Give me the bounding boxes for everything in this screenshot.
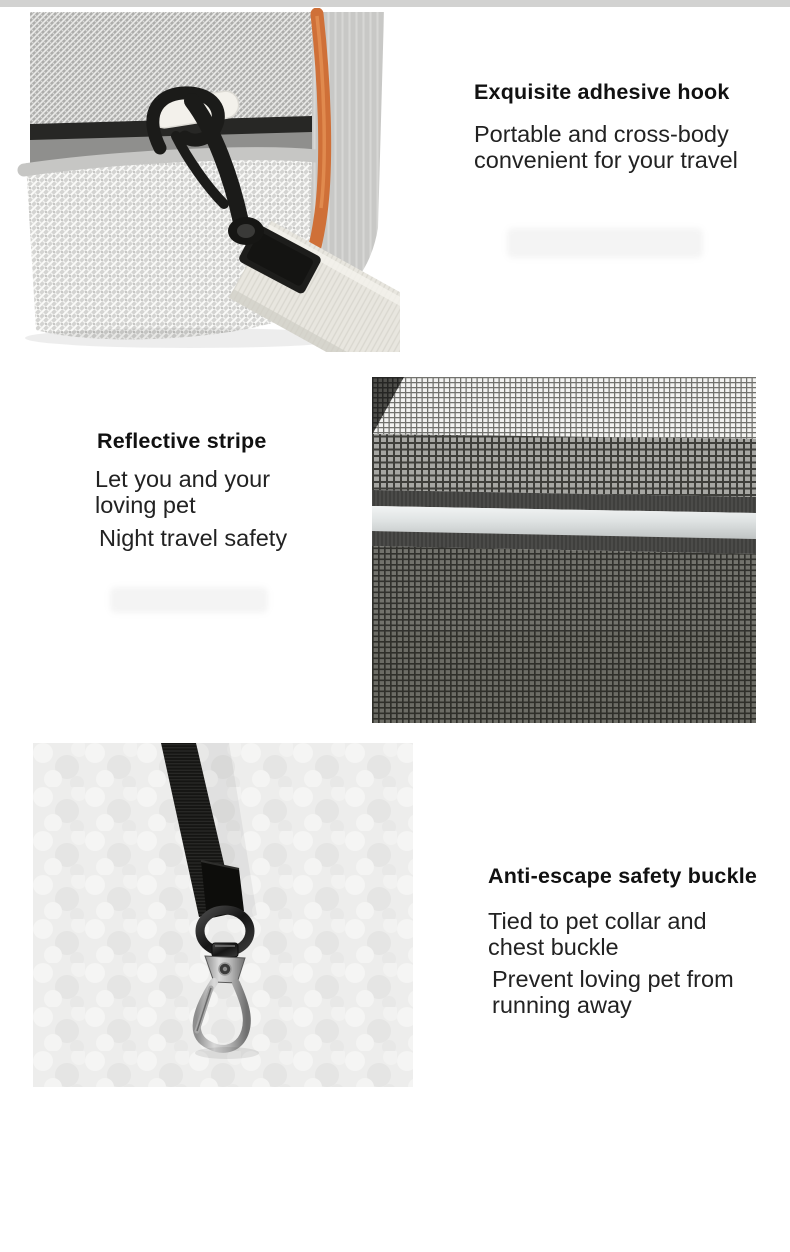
reflective-stripe-illustration — [372, 377, 756, 723]
feature-text-adhesive-hook — [474, 80, 776, 173]
adhesive-hook-illustration — [10, 8, 400, 352]
previous-section-edge — [0, 0, 790, 7]
feature-text-reflective-stripe — [95, 429, 397, 551]
feature-paragraph: Night travel safety — [99, 525, 288, 551]
faded-watermark — [110, 587, 268, 613]
feature-heading: Reflective stripe — [97, 429, 267, 453]
feature-paragraph: Prevent loving pet from running away — [492, 966, 734, 1018]
feature-paragraph: Tied to pet collar and chest buckle — [488, 908, 707, 960]
feature-heading: Anti-escape safety buckle — [488, 864, 758, 888]
feature-paragraph: Portable and cross-body convenient for your travel — [474, 121, 738, 173]
feature-heading: Exquisite adhesive hook — [474, 80, 730, 104]
faded-watermark — [507, 228, 703, 258]
reflective-stripe-photo — [372, 377, 756, 723]
adhesive-hook-photo — [10, 8, 400, 352]
safety-buckle-photo — [33, 743, 413, 1087]
feature-paragraph: Let you and your loving pet — [95, 466, 271, 518]
safety-buckle-illustration — [33, 743, 413, 1087]
feature-text-safety-buckle — [488, 864, 790, 1018]
